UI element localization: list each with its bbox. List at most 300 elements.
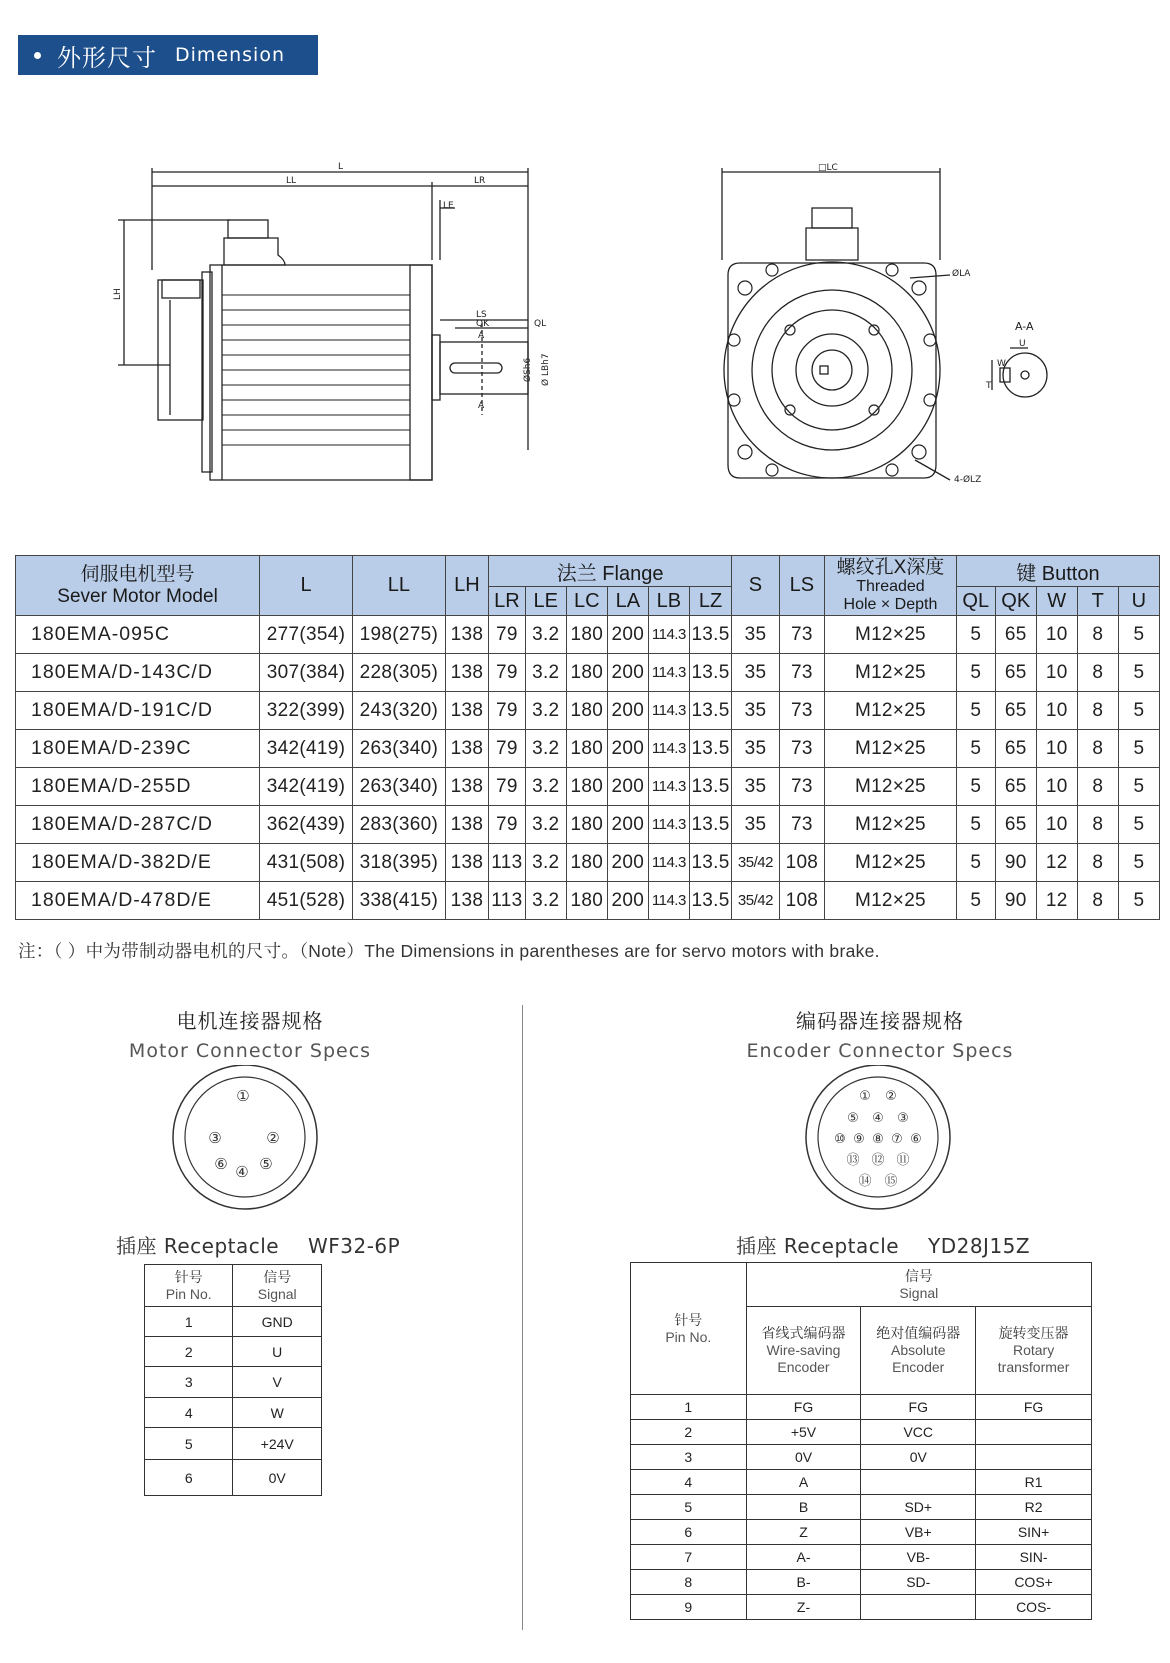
encoder-col-signal	[746, 1263, 1091, 1307]
cell-lh: 138	[445, 768, 488, 806]
dim-label-LB: Ø LBh7	[541, 353, 551, 386]
table-row	[145, 1428, 322, 1460]
encoder-connector-title-en: Encoder Connector Specs	[746, 1040, 1014, 1062]
cell-s: 35	[732, 806, 780, 844]
cell-s: 35	[732, 730, 780, 768]
cell-qk: 90	[995, 882, 1036, 920]
cell-lc: 180	[566, 730, 607, 768]
encoder-connector-diagram	[803, 1065, 953, 1215]
header-model-en: Sever Motor Model	[57, 585, 218, 607]
cell-qk: 65	[995, 768, 1036, 806]
cell-thread: M12×25	[825, 730, 957, 768]
table-row	[145, 1367, 322, 1398]
motor-receptacle-en: Receptacle	[163, 1234, 280, 1258]
header-button: 键 Button	[956, 556, 1159, 587]
dim-label-W: W	[997, 359, 1006, 369]
encoder-pin-1: ①	[859, 1089, 871, 1104]
table-row	[145, 1337, 322, 1367]
cell-ls: 108	[779, 882, 824, 920]
encoder-receptacle	[736, 1230, 1030, 1259]
motor-pin-2: ②	[266, 1129, 280, 1147]
motor-pin-3: ③	[208, 1129, 222, 1147]
motor-col-signal	[233, 1265, 322, 1307]
header-QK: QK	[995, 587, 1036, 616]
cell-la: 200	[607, 730, 648, 768]
encoder-col-rotary-en1: Rotary	[1012, 1342, 1055, 1358]
dim-label-A-bottom: A	[478, 401, 485, 411]
cell-s: 35	[732, 768, 780, 806]
dim-label-LS: LS	[476, 310, 487, 320]
cell-lz: 13.5	[689, 616, 731, 654]
cell-le: 3.2	[525, 844, 566, 882]
cell-t: 8	[1077, 654, 1118, 692]
motor-receptacle-model: WF32-6P	[307, 1234, 401, 1258]
header-U: U	[1118, 587, 1159, 616]
encoder-col-wiresaving-en1: Wire-saving	[766, 1342, 841, 1358]
cell-le: 3.2	[525, 616, 566, 654]
motor-cell-pin: 5	[145, 1428, 233, 1460]
cell-t: 8	[1077, 806, 1118, 844]
table-row	[16, 882, 1160, 920]
header-model-zh: 伺服电机型号	[80, 563, 195, 585]
cell-ql: 5	[956, 768, 995, 806]
cell-w: 10	[1036, 730, 1077, 768]
encoder-cell-abs: FG	[861, 1395, 976, 1420]
cell-ll: 318(395)	[352, 844, 445, 882]
motor-cell-pin: 6	[145, 1460, 233, 1496]
encoder-pin-table	[630, 1262, 1092, 1620]
encoder-cell-rot: R1	[976, 1470, 1092, 1495]
cell-s: 35/42	[732, 844, 780, 882]
cell-qk: 65	[995, 806, 1036, 844]
cell-qk: 65	[995, 616, 1036, 654]
cell-le: 3.2	[525, 768, 566, 806]
cell-s: 35	[732, 616, 780, 654]
cell-model: 180EMA/D-143C/D	[16, 654, 260, 692]
encoder-cell-wire: FG	[746, 1395, 861, 1420]
cell-lc: 180	[566, 616, 607, 654]
encoder-col-wiresaving-zh: 省线式编码器	[761, 1325, 846, 1341]
cell-lz: 13.5	[689, 692, 731, 730]
encoder-col-signal-zh: 信号	[904, 1267, 933, 1284]
cell-lc: 180	[566, 768, 607, 806]
cell-s: 35/42	[732, 882, 780, 920]
encoder-pin-14: ⑭	[858, 1174, 872, 1189]
cell-lr: 79	[489, 692, 526, 730]
encoder-cell-rot	[976, 1420, 1092, 1445]
table-note: 注：（ ）中为带制动器电机的尺寸。（Note）The Dimensions in parentheses are for servo motors with brake.	[18, 941, 880, 961]
table-row	[631, 1470, 1092, 1495]
cell-model: 180EMA/D-287C/D	[16, 806, 260, 844]
table-row	[145, 1460, 322, 1496]
cell-ll: 338(415)	[352, 882, 445, 920]
header-W: W	[1036, 587, 1077, 616]
header-LR: LR	[489, 587, 526, 616]
motor-cell-signal: V	[233, 1367, 322, 1398]
table-row	[631, 1395, 1092, 1420]
cell-ls: 73	[779, 768, 824, 806]
cell-thread: M12×25	[825, 692, 957, 730]
table-row	[631, 1445, 1092, 1470]
table-row	[16, 616, 1160, 654]
motor-cell-pin: 4	[145, 1398, 233, 1428]
header-LS: LS	[779, 556, 824, 616]
encoder-col-absolute-en2: Encoder	[892, 1359, 945, 1375]
header-T: T	[1077, 587, 1118, 616]
table-row	[16, 654, 1160, 692]
dim-label-LZ: 4-ØLZ	[954, 475, 982, 485]
cell-la: 200	[607, 692, 648, 730]
table-row	[16, 844, 1160, 882]
cell-qk: 65	[995, 692, 1036, 730]
cell-w: 10	[1036, 654, 1077, 692]
cell-ls: 73	[779, 806, 824, 844]
encoder-cell-abs: SD+	[861, 1495, 976, 1520]
cell-lh: 138	[445, 882, 488, 920]
cell-lh: 138	[445, 616, 488, 654]
cell-lr: 113	[489, 882, 526, 920]
table-row	[631, 1520, 1092, 1545]
encoder-cell-rot: SIN-	[976, 1545, 1092, 1570]
encoder-col-pin-zh: 针号	[674, 1311, 703, 1328]
encoder-col-signal-en: Signal	[899, 1284, 939, 1301]
table-row	[145, 1307, 322, 1337]
encoder-cell-rot: COS-	[976, 1595, 1092, 1620]
cell-model: 180EMA/D-478D/E	[16, 882, 260, 920]
cell-ls: 73	[779, 730, 824, 768]
header-LC: LC	[566, 587, 607, 616]
section-title-en: Dimension	[175, 44, 285, 66]
motor-cell-pin: 3	[145, 1367, 233, 1398]
encoder-cell-abs: VCC	[861, 1420, 976, 1445]
encoder-pin-7: ⑦	[891, 1132, 903, 1147]
dim-label-U: U	[1019, 339, 1026, 349]
cell-u: 5	[1118, 882, 1159, 920]
encoder-connector-title-zh: 编码器连接器规格	[796, 1009, 964, 1033]
encoder-cell-abs: 0V	[861, 1445, 976, 1470]
cell-le: 3.2	[525, 692, 566, 730]
encoder-cell-pin: 8	[631, 1570, 747, 1595]
cell-model: 180EMA/D-191C/D	[16, 692, 260, 730]
table-row	[631, 1545, 1092, 1570]
cell-l: 277(354)	[260, 616, 353, 654]
encoder-pin-13: ⑬	[846, 1153, 860, 1168]
cell-ll: 198(275)	[352, 616, 445, 654]
encoder-col-absolute-en1: Absolute	[891, 1342, 946, 1358]
table-row	[16, 768, 1160, 806]
cell-u: 5	[1118, 844, 1159, 882]
cell-le: 3.2	[525, 806, 566, 844]
table-row	[631, 1570, 1092, 1595]
cell-lr: 79	[489, 768, 526, 806]
cell-lc: 180	[566, 844, 607, 882]
cell-t: 8	[1077, 844, 1118, 882]
cell-ll: 263(340)	[352, 768, 445, 806]
cell-la: 200	[607, 882, 648, 920]
encoder-pin-6: ⑥	[910, 1132, 922, 1147]
motor-pin-1: ①	[236, 1087, 250, 1105]
motor-cell-signal: GND	[233, 1307, 322, 1337]
header-LE: LE	[525, 587, 566, 616]
encoder-receptacle-zh: 插座	[736, 1234, 777, 1258]
encoder-pin-12: ⑫	[871, 1153, 885, 1168]
table-row	[631, 1420, 1092, 1445]
cell-qk: 90	[995, 844, 1036, 882]
encoder-cell-pin: 3	[631, 1445, 747, 1470]
cell-l: 362(439)	[260, 806, 353, 844]
cell-la: 200	[607, 654, 648, 692]
cell-model: 180EMA/D-255D	[16, 768, 260, 806]
encoder-col-absolute	[861, 1307, 976, 1395]
cell-qk: 65	[995, 730, 1036, 768]
cell-w: 10	[1036, 616, 1077, 654]
dim-label-shaft: ØSh6	[523, 357, 533, 382]
cell-lz: 13.5	[689, 882, 731, 920]
cell-lh: 138	[445, 730, 488, 768]
cell-le: 3.2	[525, 730, 566, 768]
cell-lz: 13.5	[689, 806, 731, 844]
motor-cell-signal: W	[233, 1398, 322, 1428]
section-label-AA: A-A	[1015, 320, 1034, 333]
motor-cell-pin: 2	[145, 1337, 233, 1367]
motor-connector-diagram	[170, 1065, 320, 1215]
cell-thread: M12×25	[825, 616, 957, 654]
cell-w: 10	[1036, 692, 1077, 730]
cell-lc: 180	[566, 882, 607, 920]
motor-col-pin-en: Pin No.	[165, 1285, 212, 1302]
encoder-cell-abs: VB+	[861, 1520, 976, 1545]
cell-w: 12	[1036, 844, 1077, 882]
header-flange: 法兰 Flange	[489, 556, 732, 587]
motor-cell-signal: 0V	[233, 1460, 322, 1496]
cell-lb: 114.3	[648, 654, 689, 692]
cell-t: 8	[1077, 768, 1118, 806]
table-row	[631, 1495, 1092, 1520]
encoder-pin-8: ⑧	[872, 1132, 884, 1147]
header-S: S	[732, 556, 780, 616]
encoder-receptacle-en: Receptacle	[783, 1234, 900, 1258]
cell-thread: M12×25	[825, 768, 957, 806]
header-thread-zh: 螺纹孔X深度	[836, 556, 945, 578]
cell-thread: M12×25	[825, 844, 957, 882]
dim-label-L: L	[338, 162, 344, 172]
encoder-pin-3: ③	[897, 1111, 909, 1126]
cell-lr: 79	[489, 616, 526, 654]
encoder-col-rotary-en2: transformer	[997, 1359, 1070, 1375]
cell-t: 8	[1077, 616, 1118, 654]
encoder-cell-abs: SD-	[861, 1570, 976, 1595]
cell-thread: M12×25	[825, 806, 957, 844]
dim-label-LE: LE	[443, 201, 454, 211]
cell-lc: 180	[566, 806, 607, 844]
cell-le: 3.2	[525, 882, 566, 920]
cell-u: 5	[1118, 768, 1159, 806]
table-row	[16, 806, 1160, 844]
header-LB: LB	[648, 587, 689, 616]
encoder-cell-abs	[861, 1470, 976, 1495]
cell-u: 5	[1118, 692, 1159, 730]
table-row	[631, 1595, 1092, 1620]
encoder-cell-wire: 0V	[746, 1445, 861, 1470]
encoder-cell-wire: B	[746, 1495, 861, 1520]
cell-ls: 73	[779, 616, 824, 654]
header-LH: LH	[445, 556, 488, 616]
encoder-col-rotary	[976, 1307, 1092, 1395]
cell-la: 200	[607, 768, 648, 806]
encoder-col-pin	[631, 1263, 747, 1395]
cell-t: 8	[1077, 692, 1118, 730]
encoder-col-absolute-zh: 绝对值编码器	[876, 1325, 961, 1341]
cell-l: 451(528)	[260, 882, 353, 920]
front-view-drawing	[710, 160, 1110, 505]
cell-l: 307(384)	[260, 654, 353, 692]
encoder-cell-rot	[976, 1445, 1092, 1470]
cell-lh: 138	[445, 844, 488, 882]
encoder-cell-rot: R2	[976, 1495, 1092, 1520]
cell-t: 8	[1077, 730, 1118, 768]
encoder-cell-abs: VB-	[861, 1545, 976, 1570]
cell-lz: 13.5	[689, 844, 731, 882]
cell-l: 431(508)	[260, 844, 353, 882]
encoder-cell-pin: 2	[631, 1420, 747, 1445]
cell-model: 180EMA/D-382D/E	[16, 844, 260, 882]
cell-lb: 114.3	[648, 882, 689, 920]
motor-cell-signal: U	[233, 1337, 322, 1367]
header-LA: LA	[607, 587, 648, 616]
motor-col-pin	[145, 1265, 233, 1307]
cell-thread: M12×25	[825, 654, 957, 692]
dim-label-QL: QL	[534, 319, 547, 329]
section-divider	[522, 1005, 523, 1630]
encoder-pin-15: ⑮	[884, 1174, 898, 1189]
cell-u: 5	[1118, 730, 1159, 768]
cell-qk: 65	[995, 654, 1036, 692]
cell-w: 10	[1036, 768, 1077, 806]
cell-ll: 263(340)	[352, 730, 445, 768]
cell-ls: 108	[779, 844, 824, 882]
encoder-connector-title	[730, 1005, 1030, 1062]
motor-pin-5: ⑤	[259, 1155, 273, 1173]
motor-cell-pin: 1	[145, 1307, 233, 1337]
cell-thread: M12×25	[825, 882, 957, 920]
encoder-col-wiresaving	[746, 1307, 861, 1395]
cell-ll: 283(360)	[352, 806, 445, 844]
cell-ll: 228(305)	[352, 654, 445, 692]
cell-le: 3.2	[525, 654, 566, 692]
dim-label-T: T	[986, 381, 992, 391]
motor-connector-title-zh: 电机连接器规格	[176, 1009, 324, 1033]
cell-lb: 114.3	[648, 844, 689, 882]
motor-cell-signal: +24V	[233, 1428, 322, 1460]
cell-lb: 114.3	[648, 616, 689, 654]
motor-pin-4: ④	[235, 1163, 249, 1181]
cell-l: 342(419)	[260, 768, 353, 806]
cell-lz: 13.5	[689, 768, 731, 806]
dim-label-LR: LR	[474, 176, 486, 186]
table-row	[145, 1398, 322, 1428]
header-LL: LL	[352, 556, 445, 616]
bullet-icon	[34, 52, 41, 59]
cell-ql: 5	[956, 882, 995, 920]
cell-ql: 5	[956, 844, 995, 882]
header-model	[16, 556, 260, 616]
dim-label-LH: LH	[113, 288, 123, 300]
cell-lr: 79	[489, 806, 526, 844]
cell-la: 200	[607, 806, 648, 844]
encoder-cell-rot: COS+	[976, 1570, 1092, 1595]
motor-pin-6: ⑥	[214, 1155, 228, 1173]
cell-model: 180EMA-095C	[16, 616, 260, 654]
cell-lh: 138	[445, 806, 488, 844]
header-thread-en1: Threaded	[856, 577, 925, 595]
header-QL: QL	[956, 587, 995, 616]
cell-ql: 5	[956, 806, 995, 844]
section-title-zh: 外形尺寸	[57, 43, 157, 72]
cell-ll: 243(320)	[352, 692, 445, 730]
motor-receptacle-zh: 插座	[116, 1234, 157, 1258]
encoder-cell-pin: 4	[631, 1470, 747, 1495]
cell-la: 200	[607, 844, 648, 882]
encoder-pin-9: ⑨	[853, 1132, 865, 1147]
cell-lz: 13.5	[689, 730, 731, 768]
cell-lc: 180	[566, 692, 607, 730]
cell-u: 5	[1118, 806, 1159, 844]
cell-ls: 73	[779, 654, 824, 692]
encoder-col-rotary-zh: 旋转变压器	[998, 1325, 1069, 1341]
encoder-cell-wire: A-	[746, 1545, 861, 1570]
encoder-cell-pin: 6	[631, 1520, 747, 1545]
header-LZ: LZ	[689, 587, 731, 616]
encoder-cell-pin: 9	[631, 1595, 747, 1620]
cell-l: 322(399)	[260, 692, 353, 730]
header-thread-en2: Hole × Depth	[843, 595, 938, 613]
cell-lb: 114.3	[648, 768, 689, 806]
encoder-cell-rot: SIN+	[976, 1520, 1092, 1545]
cell-lr: 79	[489, 730, 526, 768]
cell-u: 5	[1118, 654, 1159, 692]
cell-ls: 73	[779, 692, 824, 730]
encoder-cell-wire: A	[746, 1470, 861, 1495]
dim-label-LA: ØLA	[952, 269, 971, 279]
cell-la: 200	[607, 616, 648, 654]
dimension-table	[15, 555, 1160, 920]
motor-connector-title	[100, 1005, 400, 1062]
encoder-cell-wire: Z	[746, 1520, 861, 1545]
encoder-col-wiresaving-en2: Encoder	[777, 1359, 830, 1375]
header-thread	[825, 556, 957, 616]
encoder-cell-wire: Z-	[746, 1595, 861, 1620]
encoder-col-pin-en: Pin No.	[665, 1328, 712, 1345]
encoder-cell-pin: 7	[631, 1545, 747, 1570]
side-view-drawing	[110, 160, 590, 510]
encoder-pin-2: ②	[885, 1089, 897, 1104]
encoder-cell-pin: 5	[631, 1495, 747, 1520]
cell-lr: 113	[489, 844, 526, 882]
header-L: L	[260, 556, 353, 616]
motor-connector-title-en: Motor Connector Specs	[128, 1040, 372, 1062]
encoder-receptacle-model: YD28J15Z	[927, 1234, 1031, 1258]
cell-lb: 114.3	[648, 806, 689, 844]
dim-label-LL: LL	[286, 176, 297, 186]
motor-col-signal-en: Signal	[257, 1285, 297, 1302]
cell-model: 180EMA/D-239C	[16, 730, 260, 768]
cell-u: 5	[1118, 616, 1159, 654]
cell-lb: 114.3	[648, 730, 689, 768]
cell-s: 35	[732, 654, 780, 692]
motor-col-pin-zh: 针号	[174, 1268, 203, 1285]
dim-label-A-top: A	[478, 331, 485, 341]
cell-s: 35	[732, 692, 780, 730]
